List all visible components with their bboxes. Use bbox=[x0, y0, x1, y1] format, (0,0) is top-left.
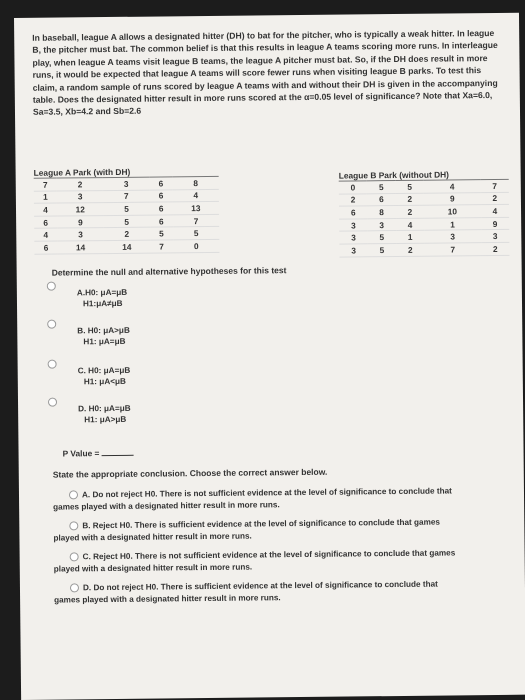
table-cell: 4 bbox=[34, 203, 57, 216]
p-value-label: P Value = bbox=[62, 448, 100, 459]
radio-button[interactable] bbox=[69, 491, 78, 500]
table-cell: 7 bbox=[34, 178, 57, 191]
league-a-row bbox=[34, 239, 219, 254]
table-cell: 6 bbox=[34, 241, 57, 254]
option-h0: C. H0: μA=μB bbox=[77, 365, 131, 376]
radio-button[interactable] bbox=[48, 360, 57, 369]
table-cell: 9 bbox=[481, 217, 510, 230]
table-cell: 8 bbox=[172, 176, 218, 189]
table-cell: 0 bbox=[339, 181, 367, 194]
option-text-continued: games played with a designated hitter result in more runs. bbox=[53, 499, 280, 512]
worksheet-page bbox=[14, 13, 525, 700]
hypotheses-question: Determine the null and alternative hypotheses for this test bbox=[51, 265, 287, 278]
table-cell: 6 bbox=[150, 202, 173, 215]
radio-button[interactable] bbox=[48, 398, 57, 407]
table-cell: 5 bbox=[367, 181, 395, 194]
problem-statement: In baseball, league A allows a designated hitter (DH) to bat for the pitcher, who is typically a weak hitter. In league B, the pitcher must bat. The common belief is that this results in league A teams scoring more runs. In interleague play, when league A teams visit league B teams, the league A pitcher must bat. So, if the DH does result in more runs, it would be expected that league A teams will score fewer runs when visiting league B parks. To test this claim, a random sample of runs scored by league A teams with and without their DH is given in the accompanying table. Does the designated hitter result in more runs scored at the α=0.05 level of significance? Note that Xa=6.0, Sa=3.5, Xb=4.2 and Sb=2.6 bbox=[32, 27, 498, 118]
option-text-continued: played with a designated hitter result in more runs. bbox=[53, 562, 253, 574]
table-cell: 5 bbox=[173, 227, 219, 240]
hypothesis-option-d[interactable] bbox=[54, 403, 131, 426]
table-cell: 3 bbox=[339, 231, 367, 244]
table-cell: 14 bbox=[57, 241, 103, 254]
radio-button[interactable] bbox=[47, 320, 56, 329]
p-value-row bbox=[63, 447, 134, 459]
table-cell: 2 bbox=[396, 193, 424, 206]
hypothesis-option-c[interactable] bbox=[54, 365, 131, 388]
table-cell: 3 bbox=[424, 230, 481, 243]
table-cell: 2 bbox=[104, 227, 150, 240]
hypothesis-option-b[interactable] bbox=[53, 325, 130, 348]
table-cell: 10 bbox=[424, 205, 481, 218]
option-text: D. Do not reject H0. There is sufficient evidence at the level of significance to conclude that bbox=[82, 579, 438, 593]
table-cell: 3 bbox=[57, 190, 103, 203]
table-cell: 0 bbox=[173, 239, 219, 252]
table-cell: 7 bbox=[173, 214, 219, 227]
table-cell: 5 bbox=[395, 180, 423, 193]
table-cell: 6 bbox=[149, 189, 172, 202]
table-cell: 3 bbox=[481, 230, 510, 243]
league-b-runs-table bbox=[339, 179, 510, 257]
league-b-table-title: League B Park (without DH) bbox=[338, 169, 449, 181]
table-cell: 3 bbox=[339, 219, 367, 232]
table-cell: 5 bbox=[368, 231, 396, 244]
table-cell: 2 bbox=[396, 243, 424, 256]
table-cell: 7 bbox=[103, 190, 149, 203]
p-value-input[interactable] bbox=[102, 447, 134, 456]
table-cell: 2 bbox=[480, 192, 509, 205]
table-cell: 6 bbox=[149, 177, 172, 190]
table-cell: 6 bbox=[339, 206, 367, 219]
table-cell: 6 bbox=[150, 215, 173, 228]
table-cell: 8 bbox=[367, 206, 395, 219]
table-cell: 5 bbox=[103, 202, 149, 215]
table-cell: 9 bbox=[57, 215, 103, 228]
option-h0: B. H0: μA>μB bbox=[77, 325, 130, 336]
table-cell: 9 bbox=[424, 192, 481, 205]
table-cell: 4 bbox=[173, 189, 219, 202]
hypothesis-option-a[interactable] bbox=[53, 287, 128, 310]
table-cell: 1 bbox=[396, 231, 424, 244]
table-cell: 6 bbox=[367, 193, 395, 206]
option-text: B. Reject H0. There is sufficient evidence at the level of significance to conclude that games bbox=[82, 517, 440, 531]
option-h0: A.H0: μA=μB bbox=[76, 287, 128, 298]
table-cell: 1 bbox=[424, 217, 481, 230]
table-cell: 2 bbox=[339, 193, 367, 206]
table-cell: 7 bbox=[424, 243, 481, 256]
table-cell: 1 bbox=[34, 191, 57, 204]
radio-button[interactable] bbox=[69, 522, 78, 531]
data-tables bbox=[33, 163, 506, 256]
table-cell: 4 bbox=[424, 180, 481, 193]
option-text: A. Do not reject H0. There is not sufficient evidence at the level of significance to conclude that bbox=[81, 486, 452, 500]
conclusion-option-c[interactable] bbox=[54, 547, 499, 575]
table-cell: 4 bbox=[34, 228, 57, 241]
table-cell: 13 bbox=[173, 202, 219, 215]
radio-button[interactable] bbox=[70, 584, 79, 593]
table-cell: 4 bbox=[481, 205, 510, 218]
table-cell: 4 bbox=[396, 218, 424, 231]
table-cell: 5 bbox=[368, 243, 396, 256]
option-text: C. Reject H0. There is not sufficient evidence at the level of significance to conclude that games bbox=[82, 548, 456, 562]
league-a-table-title: League A Park (with DH) bbox=[33, 166, 131, 178]
option-h1: H1: μA=μB bbox=[83, 336, 126, 347]
table-cell: 3 bbox=[367, 218, 395, 231]
table-cell: 6 bbox=[34, 216, 57, 229]
option-h1: H1: μA>μB bbox=[84, 414, 127, 425]
conclusion-option-d[interactable] bbox=[54, 578, 499, 606]
table-cell: 14 bbox=[104, 240, 150, 253]
table-cell: 3 bbox=[339, 244, 367, 257]
table-cell: 5 bbox=[103, 215, 149, 228]
league-a-runs-table bbox=[34, 176, 220, 254]
conclusion-option-a[interactable] bbox=[53, 485, 498, 513]
table-cell: 3 bbox=[57, 228, 103, 241]
option-text-continued: played with a designated hitter result in more runs. bbox=[53, 531, 252, 543]
league-b-table bbox=[339, 169, 510, 257]
league-a-table bbox=[34, 166, 220, 254]
table-cell: 3 bbox=[103, 177, 149, 190]
table-cell: 5 bbox=[150, 227, 173, 240]
conclusion-option-b[interactable] bbox=[53, 516, 498, 544]
table-cell: 12 bbox=[57, 203, 103, 216]
option-h1: H1: μA<μB bbox=[83, 376, 126, 387]
table-cell: 2 bbox=[396, 205, 424, 218]
radio-button[interactable] bbox=[70, 553, 79, 562]
radio-button[interactable] bbox=[47, 282, 56, 291]
table-cell: 2 bbox=[481, 242, 510, 255]
option-h1: H1:μA≠μB bbox=[82, 298, 123, 309]
league-b-row bbox=[339, 242, 509, 256]
table-cell: 7 bbox=[150, 240, 173, 253]
option-text-continued: games played with a designated hitter result in more runs. bbox=[54, 592, 281, 605]
option-h0: D. H0: μA=μB bbox=[78, 403, 131, 414]
table-cell: 7 bbox=[480, 179, 509, 192]
table-cell: 2 bbox=[57, 178, 103, 191]
conclusion-question: State the appropriate conclusion. Choose the correct answer below. bbox=[52, 466, 328, 480]
